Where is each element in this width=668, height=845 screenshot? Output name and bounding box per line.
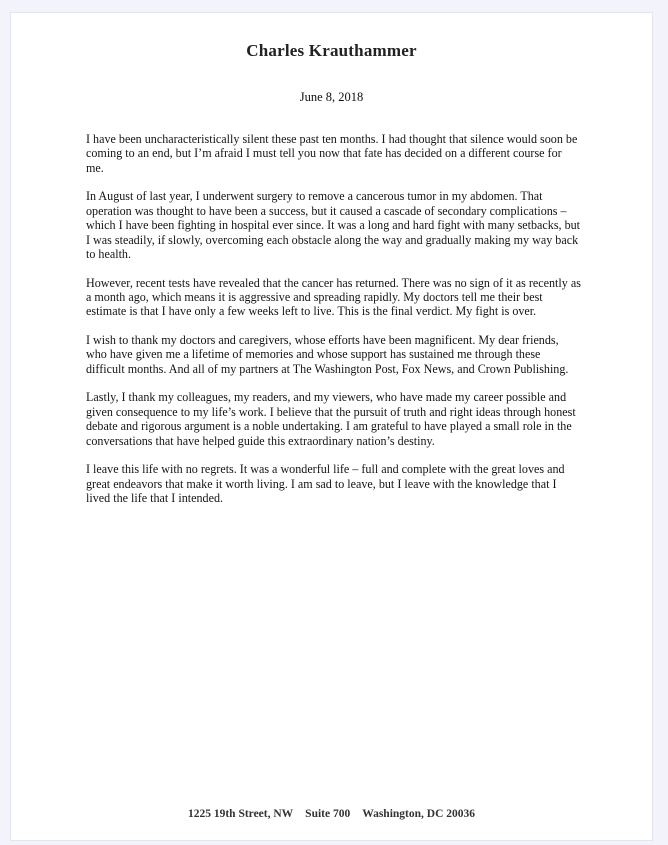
- paragraph-3: However, recent tests have revealed that the cancer has returned. There was no sign of it as recently as a month ago, which means it is aggressive and spreading rapidly. My doctors tell me their best estimate is that I have only a few weeks left to live. This is the final verdict. My fight is over.: [86, 275, 581, 319]
- address-suite: Suite 700: [305, 808, 351, 820]
- paragraph-1: I have been uncharacteristically silent these past ten months. I had thought that silence would soon be coming to an end, but I’m afraid I must tell you now that fate has decided on a different course for me.: [86, 132, 578, 175]
- paragraph-4: I wish to thank my doctors and caregivers, whose efforts have been magnificent. My dear friends, who have given me a lifetime of memories and whose support has sustained me through these difficult months. And all of my partners at The Washington Post, Fox News, and Crown Publishing.: [86, 333, 569, 376]
- address-city: Washington, DC 20036: [362, 808, 476, 820]
- letter-page: [10, 12, 653, 841]
- address-street: 1225 19th Street, NW: [187, 808, 294, 820]
- letter-body: [86, 132, 581, 520]
- letterhead-name: Charles Krauthammer: [246, 41, 417, 60]
- letter-date: June 8, 2018: [299, 90, 364, 104]
- paragraph-5: Lastly, I thank my colleagues, my readers, and my viewers, who have made my career possible and given consequence to my life’s work. I believe that the pursuit of truth and right ideas through honest debate and rigorous argument is a noble undertaking. I am grateful to have played a small role in the conversations that have helped guide this extraordinary nation’s destiny.: [86, 390, 576, 448]
- letterhead-address: [11, 808, 652, 820]
- paragraph-6: I leave this life with no regrets. It was a wonderful life – full and complete with the great loves and great endeavors that make it worth living. I am sad to leave, but I leave with the knowledge that I lived the life that I intended.: [86, 462, 565, 506]
- paragraph-2: In August of last year, I underwent surgery to remove a cancerous tumor in my abdomen. That operation was thought to have been a success, but it caused a cascade of secondary complications – which I have been fighting in hospital ever since. It was a long and hard fight with many setbacks, but I was steadily, if slowly, overcoming each obstacle along the way and gradually making my way back to health.: [86, 189, 581, 262]
